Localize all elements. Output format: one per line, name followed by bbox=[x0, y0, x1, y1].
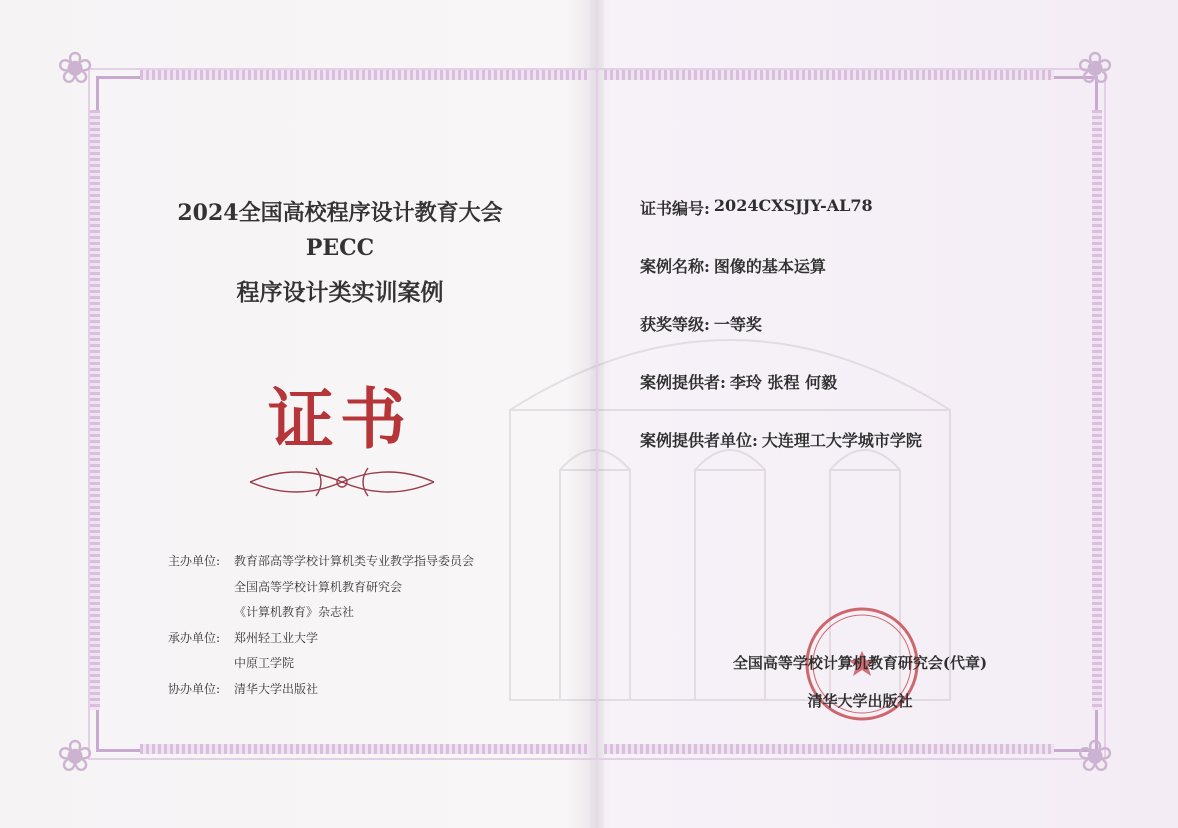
organizer-row bbox=[168, 600, 528, 626]
issuer-publisher: 清华大学出版社 bbox=[807, 692, 913, 710]
organizer-label: 协办单位: bbox=[168, 681, 221, 696]
organizer-value: 教育部高等学校计算机类专业教学指导委员会 bbox=[234, 554, 475, 568]
organizer-label: 主办单位: bbox=[168, 554, 221, 568]
flourish-ornament-icon bbox=[246, 458, 438, 506]
field-value: 大连理工大学城市学院 bbox=[761, 431, 922, 450]
field-case-providers bbox=[640, 370, 1060, 428]
field-label: 证书编号: bbox=[640, 199, 710, 218]
organizer-row bbox=[168, 549, 528, 575]
organizer-label bbox=[168, 575, 234, 601]
field-certificate-number bbox=[640, 196, 1060, 254]
border-band bbox=[140, 70, 590, 80]
book-spine bbox=[590, 0, 604, 828]
certificate-fields bbox=[640, 196, 1060, 486]
issuer-organization: 全国高等学校计算机教育研究会(代章) bbox=[732, 654, 988, 672]
event-subtitle: 程序设计类实训案例 bbox=[236, 279, 444, 306]
organizer-row bbox=[168, 651, 528, 677]
field-value: 图像的基本运算 bbox=[713, 257, 826, 276]
issuer-block bbox=[690, 644, 1030, 720]
organizer-value: 清华大学出版社 bbox=[234, 681, 319, 696]
field-award-level bbox=[640, 312, 1060, 370]
field-case-name bbox=[640, 254, 1060, 312]
event-title: 2024全国高校程序设计教育大会 bbox=[177, 200, 503, 226]
field-value: 2024CXSJJY-AL78 bbox=[713, 196, 873, 215]
organizer-label: 承办单位: bbox=[168, 630, 221, 645]
field-value: 一等奖 bbox=[713, 315, 762, 334]
organizer-row bbox=[168, 677, 528, 703]
organizer-label bbox=[168, 651, 234, 677]
corner-ornament-icon: ❀ bbox=[56, 43, 94, 94]
organizer-row bbox=[168, 626, 528, 652]
corner-ornament-icon: ❀ bbox=[1076, 43, 1114, 94]
organizer-value: 《计算机教育》杂志社 bbox=[234, 605, 355, 619]
organizer-value: 中原工学院 bbox=[234, 656, 295, 670]
border-band bbox=[140, 744, 590, 754]
organizer-label bbox=[168, 600, 234, 626]
organizer-row bbox=[168, 575, 528, 601]
field-label: 获奖等级: bbox=[640, 315, 710, 334]
border-band bbox=[604, 70, 1054, 80]
field-label: 案例提供者单位: bbox=[640, 431, 758, 450]
corner-ornament-icon: ❀ bbox=[1076, 731, 1114, 782]
corner-ornament-icon: ❀ bbox=[56, 731, 94, 782]
field-label: 案例名称: bbox=[640, 257, 710, 276]
certificate-heading: 证书 bbox=[268, 380, 412, 458]
border-band bbox=[90, 110, 100, 710]
organizer-value: 郑州轻工业大学 bbox=[234, 630, 319, 645]
organizers-list bbox=[168, 549, 528, 702]
border-band bbox=[1092, 110, 1102, 710]
field-provider-institution bbox=[640, 428, 1060, 486]
field-label: 案例提供者: bbox=[640, 373, 726, 392]
border-band bbox=[604, 744, 1054, 754]
organizer-value: 全国高等学校计算机教育研究会 bbox=[234, 579, 403, 594]
event-acronym: PECC bbox=[305, 235, 375, 261]
field-value: 李玲 张程 何毅 bbox=[729, 373, 838, 392]
